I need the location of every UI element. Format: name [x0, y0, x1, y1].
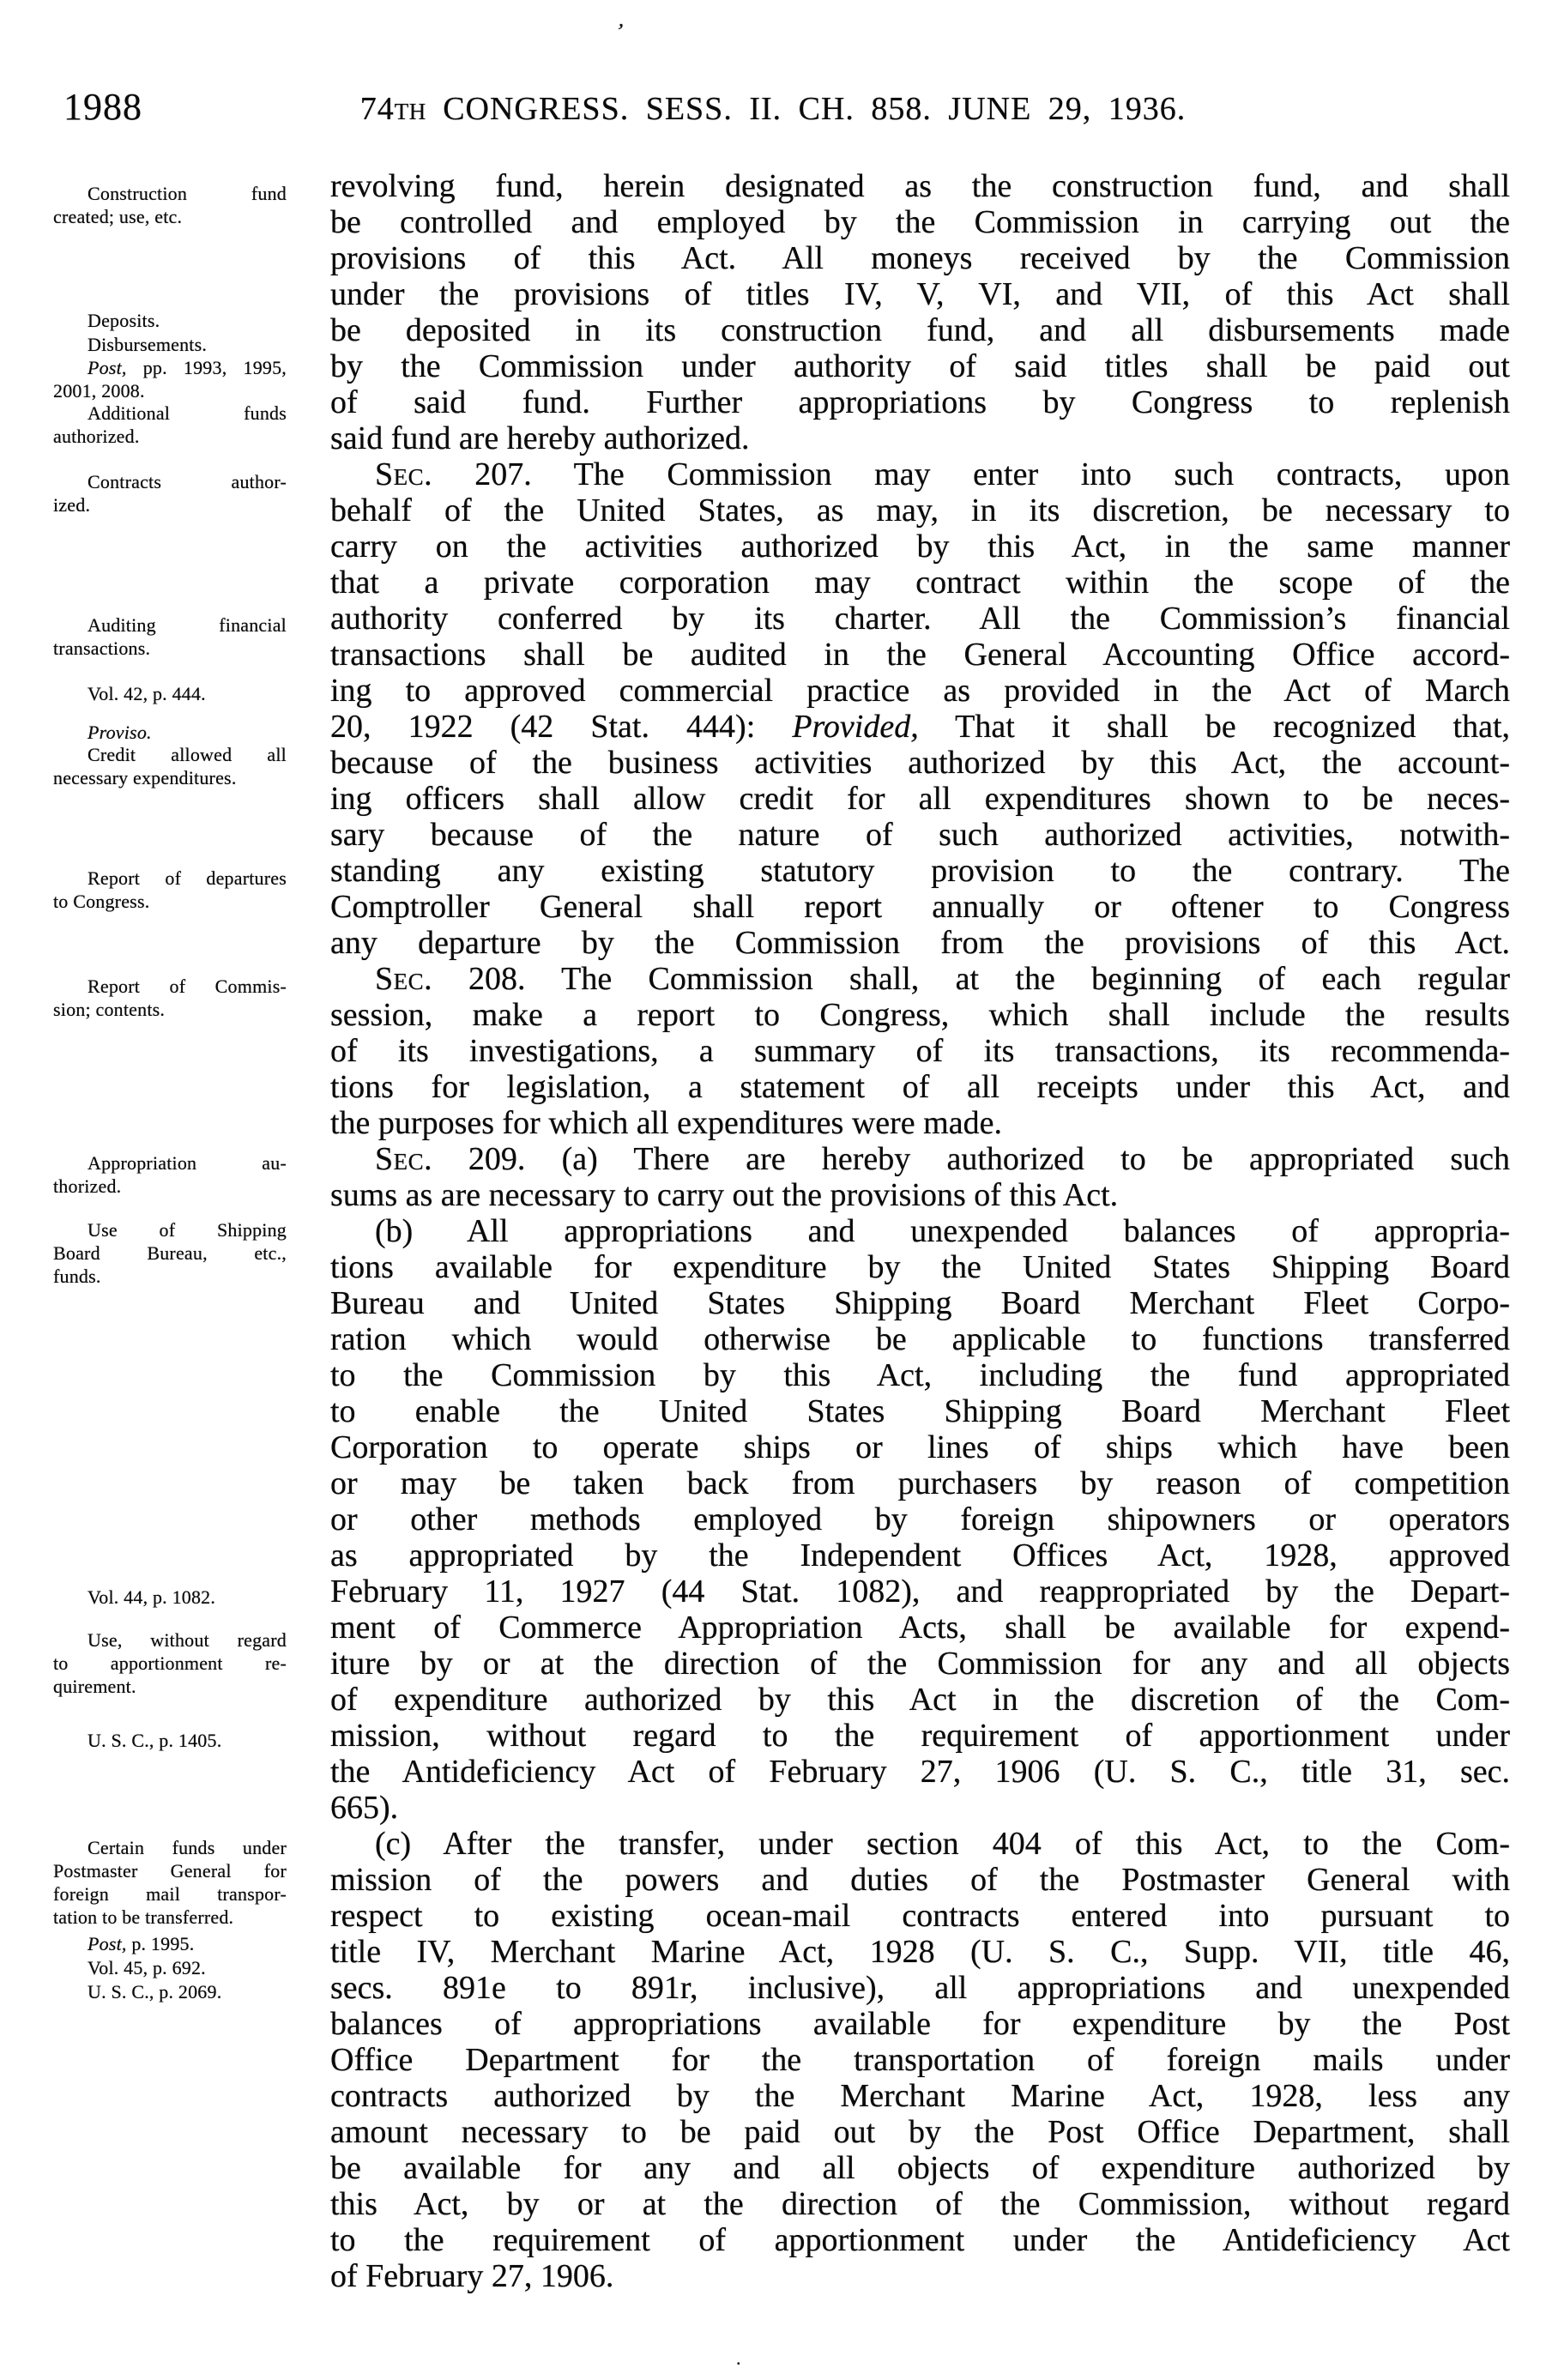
body-line: (b) All appropriations and unexpended balances of appropria-: [375, 1213, 1510, 1249]
margin-note: [53, 613, 287, 660]
body-line: any departure by the Commission from the provisions of this Act.: [330, 925, 1510, 961]
margin-note: [53, 1932, 287, 1955]
margin-note-line: Use, without regard: [88, 1629, 287, 1651]
margin-note: [53, 1151, 287, 1198]
body-line: Sec. 209. (a) There are hereby authorized to be appropriated such: [375, 1141, 1510, 1177]
italic-text: Post,: [88, 1933, 127, 1954]
margin-note-line: Vol. 44, p. 1082.: [88, 1586, 216, 1608]
body-line: as appropriated by the Independent Offices Act, 1928, approved: [330, 1537, 1510, 1574]
body-line: to the Commission by this Act, including the fund appropriated: [330, 1357, 1510, 1393]
margin-note: [53, 333, 287, 356]
body-line: to the requirement of apportionment under the Antideficiency Act: [330, 2222, 1510, 2258]
margin-note-line: sion; contents.: [53, 999, 166, 1020]
margin-note-line: Deposits.: [88, 310, 160, 331]
italic-text: Provided,: [792, 709, 919, 745]
body-line: secs. 891e to 891r, inclusive), all appropriations and unexpended: [330, 1970, 1510, 2006]
margin-note: [53, 1836, 287, 1929]
margin-note-line: authorized.: [53, 426, 140, 447]
body-line: ment of Commerce Appropriation Acts, shall be available for expend-: [330, 1610, 1510, 1646]
body-line: ing officers shall allow credit for all expenditures shown to be neces-: [330, 781, 1510, 817]
body-line: transactions shall be audited in the General Accounting Office accord-: [330, 637, 1510, 673]
margin-note-line: Board Bureau, etc.,: [53, 1242, 287, 1264]
margin-note-line: to apportionment re-: [53, 1652, 287, 1674]
body-line: 20, 1922 (42 Stat. 444): Provided, That it shall be recognized that,: [330, 709, 1511, 745]
body-line: Sec. 207. The Commission may enter into such contracts, upon: [375, 456, 1510, 492]
body-line: iture by or at the direction of the Commission for any and all objects: [330, 1646, 1510, 1682]
body-line: mission, without regard to the requirement of apportionment under: [330, 1718, 1510, 1754]
margin-note-line: ized.: [53, 494, 91, 516]
body-line: because of the business activities authorized by this Act, the account-: [330, 745, 1510, 781]
margin-note: [53, 182, 287, 228]
margin-note: [53, 1980, 287, 2003]
margin-note-line: transactions.: [53, 637, 151, 659]
margin-note: [53, 682, 287, 705]
body-line: title IV, Merchant Marine Act, 1928 (U. S. C., Supp. VII, title 46,: [330, 1934, 1510, 1970]
margin-note-line: Use of Shipping: [88, 1219, 287, 1241]
margin-note-line: Vol. 42, p. 444.: [88, 683, 206, 704]
margin-note: [53, 402, 287, 448]
body-line: or other methods employed by foreign shipowners or operators: [330, 1501, 1510, 1537]
body-line: (c) After the transfer, under section 404 of this Act, to the Com-: [375, 1826, 1510, 1862]
margin-note-line: Postmaster General for: [53, 1860, 287, 1882]
body-line: authority conferred by its charter. All the Commission’s financial: [330, 601, 1510, 637]
body-line: of expenditure authorized by this Act in the discretion of the Com-: [330, 1682, 1510, 1718]
small-caps-text: Sec: [375, 1141, 425, 1177]
margin-note: [53, 1628, 287, 1698]
body-line: respect to existing ocean-mail contracts entered into pursuant to: [330, 1898, 1510, 1934]
margin-note: [53, 867, 287, 913]
scan-artifact-bottom: .: [736, 2347, 741, 2369]
italic-text: Proviso.: [88, 722, 152, 743]
margin-note-line: to Congress.: [53, 891, 150, 912]
body-line: Sec. 208. The Commission shall, at the beginning of each regular: [375, 961, 1510, 997]
margin-note-line: Post, pp. 1993, 1995,: [88, 357, 287, 378]
margin-note: [53, 975, 287, 1021]
margin-note-line: Post, p. 1995.: [88, 1933, 195, 1954]
margin-note-line: Construction fund: [88, 183, 287, 204]
margin-note-line: 2001, 2008.: [53, 380, 145, 402]
margin-note-line: Certain funds under: [88, 1837, 287, 1858]
margin-note-line: tation to be transferred.: [53, 1906, 234, 1928]
margin-note-line: Report of Commis-: [88, 976, 287, 997]
body-line: be available for any and all objects of expenditure authorized by: [330, 2150, 1510, 2186]
margin-note: [53, 721, 287, 744]
body-line: February 11, 1927 (44 Stat. 1082), and reappropriated by the Depart-: [330, 1574, 1510, 1610]
margin-note-line: funds.: [53, 1266, 101, 1287]
body-line: tions for legislation, a statement of all receipts under this Act, and: [330, 1069, 1510, 1105]
margin-notes-column: [0, 0, 309, 2380]
body-line: Office Department for the transportation of foreign mails under: [330, 2042, 1510, 2078]
body-line: mission of the powers and duties of the Postmaster General with: [330, 1862, 1510, 1898]
margin-note-line: U. S. C., p. 2069.: [88, 1981, 222, 2002]
body-line: ration which would otherwise be applicable to functions transferred: [330, 1321, 1510, 1357]
page-number: 1988: [63, 86, 142, 128]
body-line: revolving fund, herein designated as the construction fund, and shall: [330, 168, 1510, 204]
running-head: 74th CONGRESS. SESS. II. CH. 858. JUNE 29, 1936.: [359, 91, 1187, 127]
body-line: tions available for expenditure by the United States Shipping Board: [330, 1249, 1510, 1285]
body-line: of said fund. Further appropriations by Congress to replenish: [330, 384, 1510, 420]
body-line: sums as are necessary to carry out the provisions of this Act.: [330, 1177, 1119, 1213]
margin-note-line: Appropriation au-: [88, 1152, 287, 1174]
body-line: said fund are hereby authorized.: [330, 420, 750, 456]
margin-note-line: Credit allowed all: [88, 744, 287, 765]
margin-note-line: Disbursements.: [88, 334, 208, 355]
body-line: 665).: [330, 1790, 399, 1826]
margin-note: [53, 1218, 287, 1288]
margin-note-line: quirement.: [53, 1676, 136, 1697]
small-caps-text: th: [394, 91, 426, 127]
body-line: this Act, by or at the direction of the Commission, without regard: [330, 2186, 1510, 2222]
margin-note-line: Report of departures: [88, 867, 287, 889]
margin-note: [53, 470, 287, 516]
body-line: balances of appropriations available for expenditure by the Post: [330, 2006, 1510, 2042]
body-line: by the Commission under authority of said titles shall be paid out: [330, 348, 1510, 384]
margin-note: [53, 1586, 287, 1609]
margin-note: [53, 309, 287, 332]
body-line: that a private corporation may contract within the scope of the: [330, 565, 1510, 601]
body-line: of February 27, 1906.: [330, 2258, 614, 2294]
margin-note-line: Contracts author-: [88, 471, 287, 492]
body-line: the purposes for which all expenditures were made.: [330, 1105, 1002, 1141]
body-column: [330, 168, 1510, 2294]
margin-note-line: foreign mail transpor-: [53, 1883, 287, 1905]
margin-note-line: thorized.: [53, 1175, 122, 1197]
small-caps-text: Sec: [375, 456, 425, 492]
body-line: standing any existing statutory provision to the contrary. The: [330, 853, 1510, 889]
body-line: session, make a report to Congress, which shall include the results: [330, 997, 1510, 1033]
body-line: to enable the United States Shipping Board Merchant Fleet: [330, 1393, 1510, 1429]
margin-note-line: [53, 721, 287, 744]
body-line: Corporation to operate ships or lines of ships which have been: [330, 1429, 1510, 1465]
body-line: the Antideficiency Act of February 27, 1906 (U. S. C., title 31, sec.: [330, 1754, 1510, 1790]
body-line: ing to approved commercial practice as provided in the Act of March: [330, 673, 1510, 709]
body-line: provisions of this Act. All moneys received by the Commission: [330, 240, 1510, 276]
margin-note-line: Auditing financial: [88, 614, 287, 636]
small-caps-text: Sec: [375, 961, 425, 997]
body-line: amount necessary to be paid out by the Post Office Department, shall: [330, 2114, 1510, 2150]
italic-text: Post,: [88, 357, 127, 378]
body-line: of its investigations, a summary of its transactions, its recommenda-: [330, 1033, 1510, 1069]
margin-note-line: Vol. 45, p. 692.: [88, 1957, 206, 1978]
margin-note: [53, 1956, 287, 1979]
body-line: contracts authorized by the Merchant Marine Act, 1928, less any: [330, 2078, 1510, 2114]
margin-note-line: Additional funds: [88, 402, 287, 424]
body-line: under the provisions of titles IV, V, VI, and VII, of this Act shall: [330, 276, 1510, 312]
margin-note-line: U. S. C., p. 1405.: [88, 1730, 222, 1751]
scan-artifact-top: ’: [613, 18, 626, 45]
body-line: or may be taken back from purchasers by reason of competition: [330, 1465, 1510, 1501]
margin-note-line: necessary expenditures.: [53, 767, 237, 788]
body-line: sary because of the nature of such authorized activities, notwith-: [330, 817, 1510, 853]
margin-note: [53, 743, 287, 789]
body-line: be deposited in its construction fund, and all disbursements made: [330, 312, 1510, 348]
body-line: be controlled and employed by the Commission in carrying out the: [330, 204, 1510, 240]
body-line: carry on the activities authorized by this Act, in the same manner: [330, 529, 1510, 565]
margin-note-line: created; use, etc.: [53, 206, 183, 227]
margin-note: [53, 356, 287, 402]
margin-note: [53, 1729, 287, 1752]
body-line: Bureau and United States Shipping Board Merchant Fleet Corpo-: [330, 1285, 1510, 1321]
body-line: Comptroller General shall report annually or oftener to Congress: [330, 889, 1510, 925]
body-line: behalf of the United States, as may, in its discretion, be necessary to: [330, 492, 1510, 529]
